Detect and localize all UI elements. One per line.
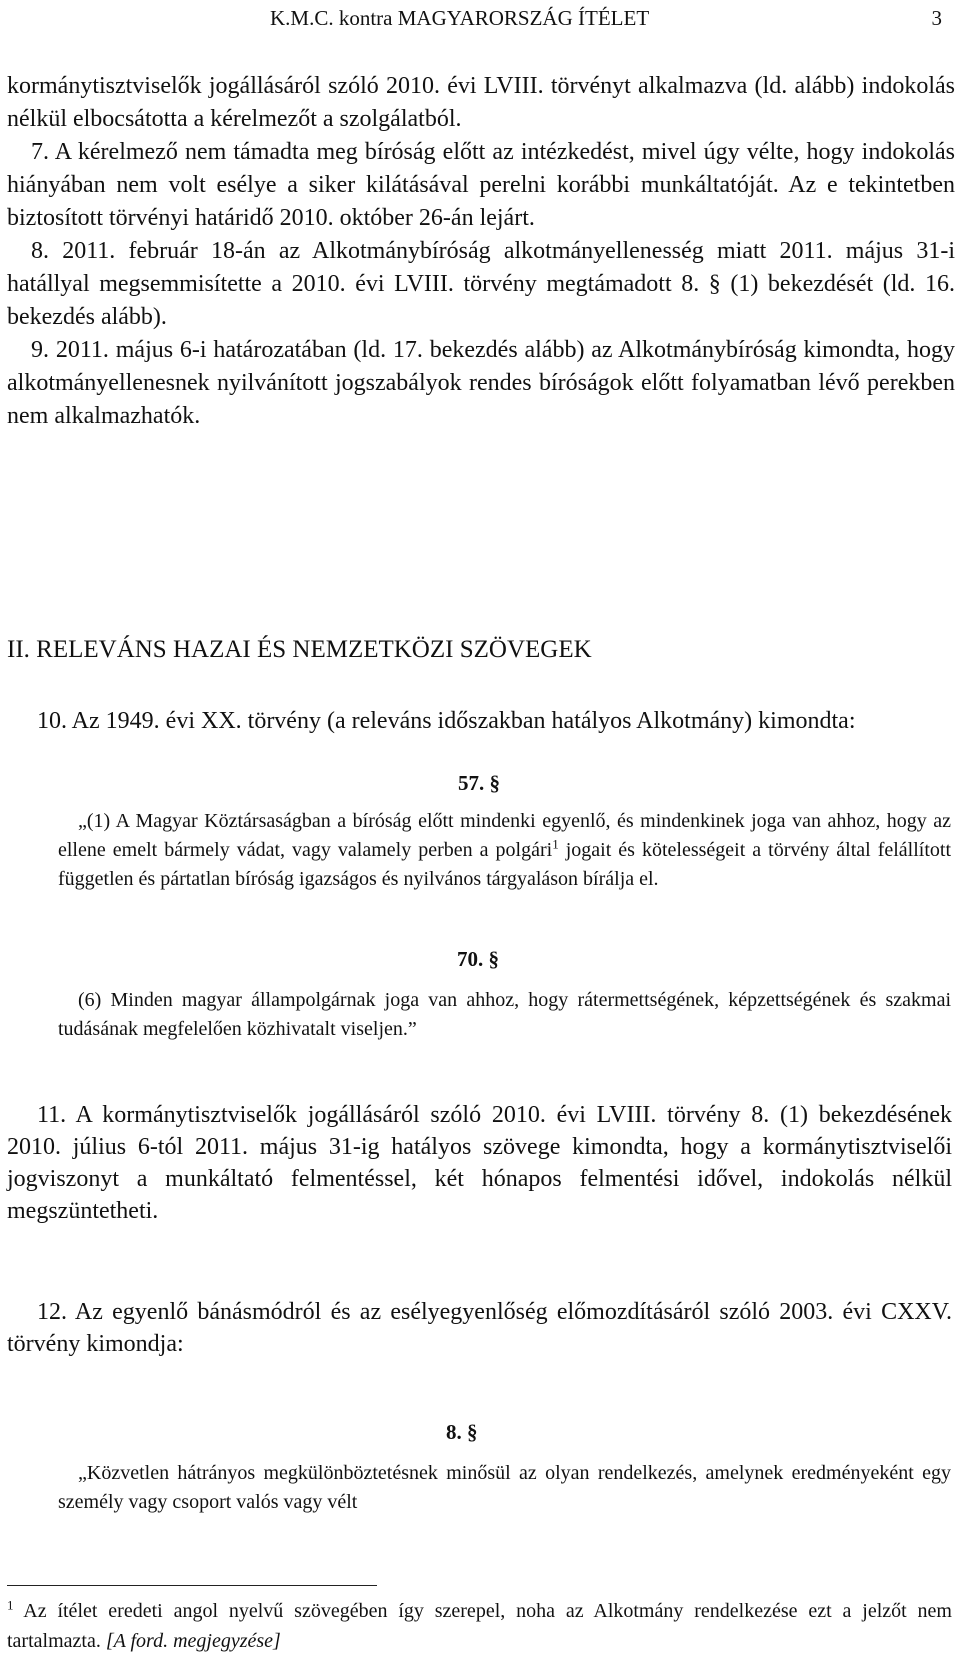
- quote-57-text-a: „(1) A Magyar Köztársaságban a bíróság előtt mindenki egyenlő, és mindenkinek joga van ahhoz, hogy az ellene emelt bármely vádat, vagy valamely perben a polgári: [58, 810, 951, 861]
- quote-70: (6) Minden magyar állampolgárnak joga van ahhoz, hogy rátermettségének, képzettségének és szakmai tudásának megfelelően közhivatalt viseljen.”: [58, 989, 951, 1040]
- footnote-divider: [7, 1585, 377, 1586]
- body-text-top: [7, 70, 955, 433]
- paragraph-intro: kormánytisztviselők jogállásáról szóló 2010. évi LVIII. törvényt alkalmazva (ld. alább) indokolás nélkül elbocsátotta a kérelmezőt a szolgálatból.: [7, 73, 955, 132]
- paragraph-8: 8. 2011. február 18-án az Alkotmánybíróság alkotmányellenesség miatt 2011. május 31-i hatállyal megsemmisítette a 2010. évi LVIII. törvény megtámadott 8. § (1) bekezdését (ld. 16. bekezdés alább).: [7, 238, 955, 330]
- paragraph-9: 9. 2011. május 6-i határozatában (ld. 17. bekezdés alább) az Alkotmánybíróság kimondta, hogy alkotmányellenesnek nyilvánított jogszabályok rendes bíróságok előtt folyamatban lévő perekben nem alkalmazhatók.: [7, 337, 955, 429]
- footnote-translator-note: [A ford. megjegyzése]: [105, 1630, 281, 1652]
- quote-57-text-b: jogait és kötelességeit a törvény által felállított független és pártatlan bíróság igazságos és nyilvános tárgyaláson bírálja el.: [58, 839, 952, 890]
- running-header: K.M.C. kontra MAGYARORSZÁG ÍTÉLET: [270, 6, 650, 30]
- footnote-text: Az ítélet eredeti angol nyelvű szövegében így szerepel, noha az Alkotmány rendelkezése ezt a jelzőt nem tartalmazta.: [7, 1600, 952, 1652]
- paragraph-12: 12. Az egyenlő bánásmódról és az esélyegyenlőség előmozdításáról szóló 2003. évi CXXV. törvény kimondja:: [7, 1299, 952, 1357]
- paragraph-11: 11. A kormánytisztviselők jogállásáról szóló 2010. évi LVIII. törvény 8. (1) bekezdésének 2010. július 6-tól 2011. május 31-ig hatályos szövege kimondta, hogy a kormánytisztviselői jogviszonyt a munkáltató felmentéssel, két hónapos felmentési idővel, indokolás nélkül megszüntetheti.: [7, 1102, 952, 1224]
- footnote-reference[interactable]: 1: [552, 836, 559, 852]
- section-57-heading: 57. §: [458, 771, 500, 795]
- paragraph-10: 10. Az 1949. évi XX. törvény (a releváns időszakban hatályos Alkotmány) kimondta:: [37, 708, 856, 734]
- section-heading: II. RELEVÁNS HAZAI ÉS NEMZETKÖZI SZÖVEGEK: [7, 636, 592, 663]
- footnote-mark: 1: [7, 1597, 14, 1613]
- quote-8: „Közvetlen hátrányos megkülönböztetésnek minősül az olyan rendelkezés, amelynek eredményeként egy személy vagy csoport valós vagy vélt: [58, 1462, 951, 1513]
- section-8-heading: 8. §: [446, 1420, 478, 1444]
- quote-57: [58, 807, 951, 894]
- section-70-heading: 70. §: [457, 947, 499, 971]
- page-number: 3: [931, 6, 942, 30]
- footnote: [7, 1596, 952, 1656]
- paragraph-7: 7. A kérelmező nem támadta meg bíróság előtt az intézkedést, mivel úgy vélte, hogy indokolás hiányában nem volt esélye a siker kilátásával perelni korábbi munkáltatóját. Az e tekintetben biztosított törvényi határidő 2010. október 26-án lejárt.: [7, 139, 955, 231]
